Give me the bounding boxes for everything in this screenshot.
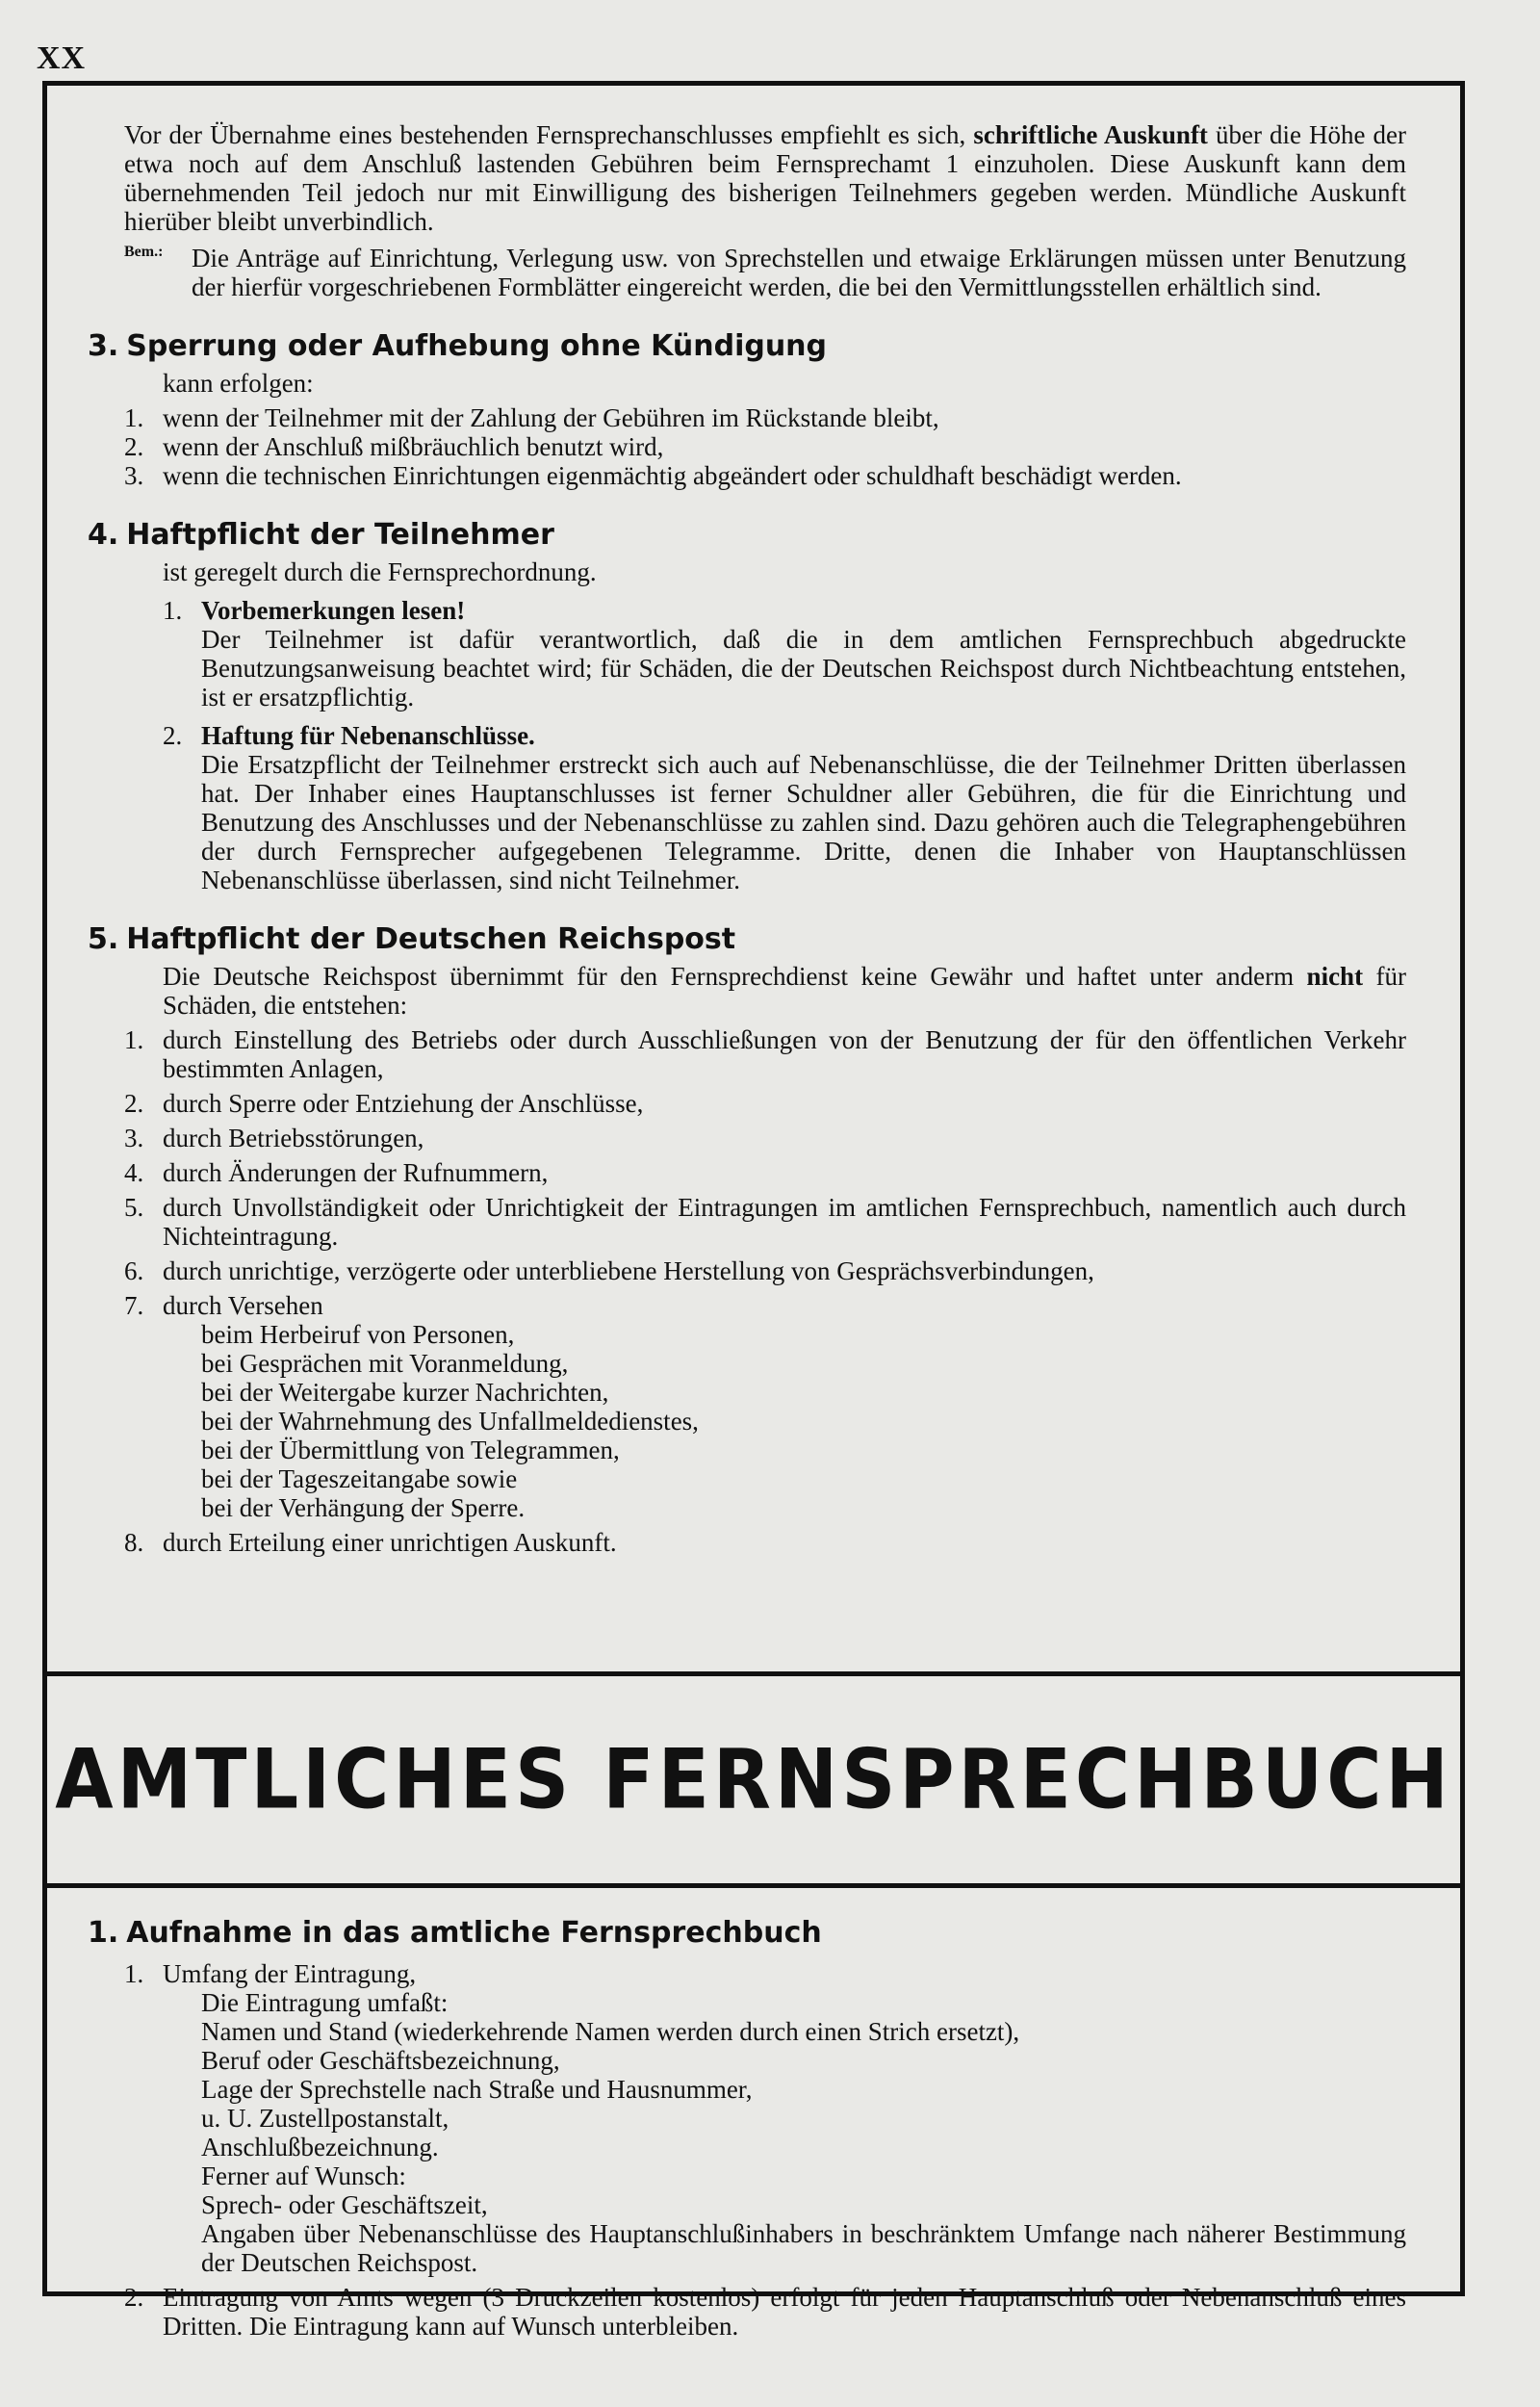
list-item: 3. wenn die technischen Einrichtungen eigenmächtig abgeändert oder schuldhaft beschädigt werden.	[124, 461, 1182, 490]
intro-paragraph: Vor der Übernahme eines bestehenden Fernsprechanschlusses empfiehlt es sich, schriftliche Auskunft über die Höhe der etwa noch auf dem Anschluß lastenden Gebühren beim Fernsprechamt 1 einzuholen. Diese Auskunft kann dem übernehmenden Teil jedoch nur mit Einwilligung des bisherigen Teilnehmers gegeben werden. Mündliche Auskunft hierüber bleibt unverbindlich.	[124, 120, 1407, 236]
section-4-lead: ist geregelt durch die Fernsprechordnung.	[163, 557, 597, 586]
section-3-lead: kann erfolgen:	[163, 369, 314, 398]
list-item: 6. durch unrichtige, verzögerte oder unterbliebene Herstellung von Gesprächsverbindungen,	[124, 1256, 1094, 1285]
fb-section-1-list-end	[124, 2283, 1406, 2341]
section-4-sub-2: 2. Haftung für Nebenanschlüsse. Die Ersatzpflicht der Teilnehmer erstreckt sich auch auf Nebenanschlüsse, die der Teilnehmer Dritten überlassen hat. Der Inhaber eines Hauptanschlusses ist ferner Schuldner aller Gebühren, die für die Einrichtung und Benutzung des Anschlusses und der Nebenanschlüsse zu zahlen sind. Dazu gehören auch die Telegraphengebühren der durch Fernsprecher aufgegebenen Telegramme. Dritte, denen die Inhaber von Hauptanschlüssen Nebenanschlüsse überlassen, sind nicht Teilnehmer.	[163, 721, 1406, 894]
list-item: 1. wenn der Teilnehmer mit der Zahlung der Gebühren im Rückstande bleibt,	[124, 403, 939, 432]
item-1-lines: Die Eintragung umfaßt: Namen und Stand (wiederkehrende Namen werden durch einen Strich ersetzt), Beruf oder Geschäftsbezeichnung, Lage der Sprechstelle nach Straße und Hausnummer, u. U. Zustellpostanstalt, Anschlußbezeichnung. Ferner auf Wunsch: Sprech- oder Geschäftszeit, Angaben über Nebenanschlüsse des Hauptanschlußinhabers in beschränktem Umfange nach näherer Bestimmung der Deutschen Reichspost.	[201, 1988, 1406, 2277]
section-4-sub-1: 1. Vorbemerkungen lesen! Der Teilnehmer ist dafür verantwortlich, daß die in dem amtlichen Fernsprechbuch abgedruckte Benutzungsanweisung beachtet wird; für Schäden, die der Deutschen Reichspost durch Nichtbeachtung entstehen, ist er ersatzpflichtig.	[163, 596, 1406, 712]
fb-section-1-list	[124, 1959, 1406, 1988]
list-item: 5. durch Unvollständigkeit oder Unrichtigkeit der Eintragungen im amtlichen Fernsprechbuch, namentlich auch durch Nichteintragung.	[124, 1193, 1406, 1251]
remark	[124, 244, 1406, 301]
page-number: XX	[37, 40, 87, 76]
fernsprechbuch-section	[47, 1888, 1460, 2341]
intro-bold-phrase: schriftliche Auskunft	[973, 120, 1208, 149]
banner-title: AMTLICHES FERNSPRECHBUCH	[55, 1732, 1452, 1827]
item-7-lines: beim Herbeiruf von Personen, bei Gesprächen mit Voranmeldung, bei der Weitergabe kurzer Nachrichten, bei der Wahrnehmung des Unfallmeldedienstes, bei der Übermittlung von Telegrammen, bei der Tageszeitangabe sowie bei der Verhängung der Sperre.	[201, 1320, 699, 1522]
section-3-list	[124, 403, 1406, 490]
remark-text: Die Anträge auf Einrichtung, Verlegung usw. von Sprechstellen und etwaige Erklärungen müssen unter Benutzung der hierfür vorgeschriebenen Formblätter eingereicht werden, die bei den Vermittlungsstellen erhältlich sind.	[192, 244, 1406, 301]
remark-label: Bem.:	[124, 244, 164, 260]
list-item: 2. durch Sperre oder Entziehung der Anschlüsse,	[124, 1089, 644, 1118]
fb-section-1-heading: 1. Aufnahme in das amtliche Fernsprechbuch	[88, 1916, 822, 1950]
page-frame	[42, 81, 1465, 2341]
section-4-heading: 4. Haftpflicht der Teilnehmer	[88, 518, 554, 552]
banner	[47, 1676, 1460, 1888]
section-5-list	[124, 1025, 1406, 1320]
section-5-lead: Die Deutsche Reichspost übernimmt für den Fernsprechdienst keine Gewähr und haftet unter anderm nicht für Schäden, die entstehen:	[163, 962, 1406, 1020]
list-item: 1. durch Einstellung des Betriebs oder durch Ausschließungen von der Benutzung der für den öffentlichen Verkehr bestimmten Anlagen,	[124, 1025, 1406, 1083]
list-item: 4. durch Änderungen der Rufnummern,	[124, 1158, 549, 1187]
list-item: 3. durch Betriebsstörungen,	[124, 1124, 424, 1152]
section-3-heading: 3. Sperrung oder Aufhebung ohne Kündigung	[88, 329, 828, 363]
list-item: 7. durch Versehen	[124, 1291, 323, 1320]
list-item: 2. wenn der Anschluß mißbräuchlich benutzt wird,	[124, 432, 664, 461]
list-item: 8. durch Erteilung einer unrichtigen Auskunft.	[124, 1528, 617, 1557]
section-5-heading: 5. Haftpflicht der Deutschen Reichspost	[88, 922, 736, 956]
list-item: 2. Eintragung von Amts wegen (3 Druckzeilen kostenlos) erfolgt für jeden Hauptanschluß oder Nebenanschluß eines Dritten. Die Eintragung kann auf Wunsch unterbleiben.	[124, 2283, 1406, 2341]
conditions-section	[47, 86, 1460, 1676]
section-5-list-end	[124, 1528, 1406, 1557]
list-item: 1. Umfang der Eintragung,	[124, 1959, 417, 1988]
